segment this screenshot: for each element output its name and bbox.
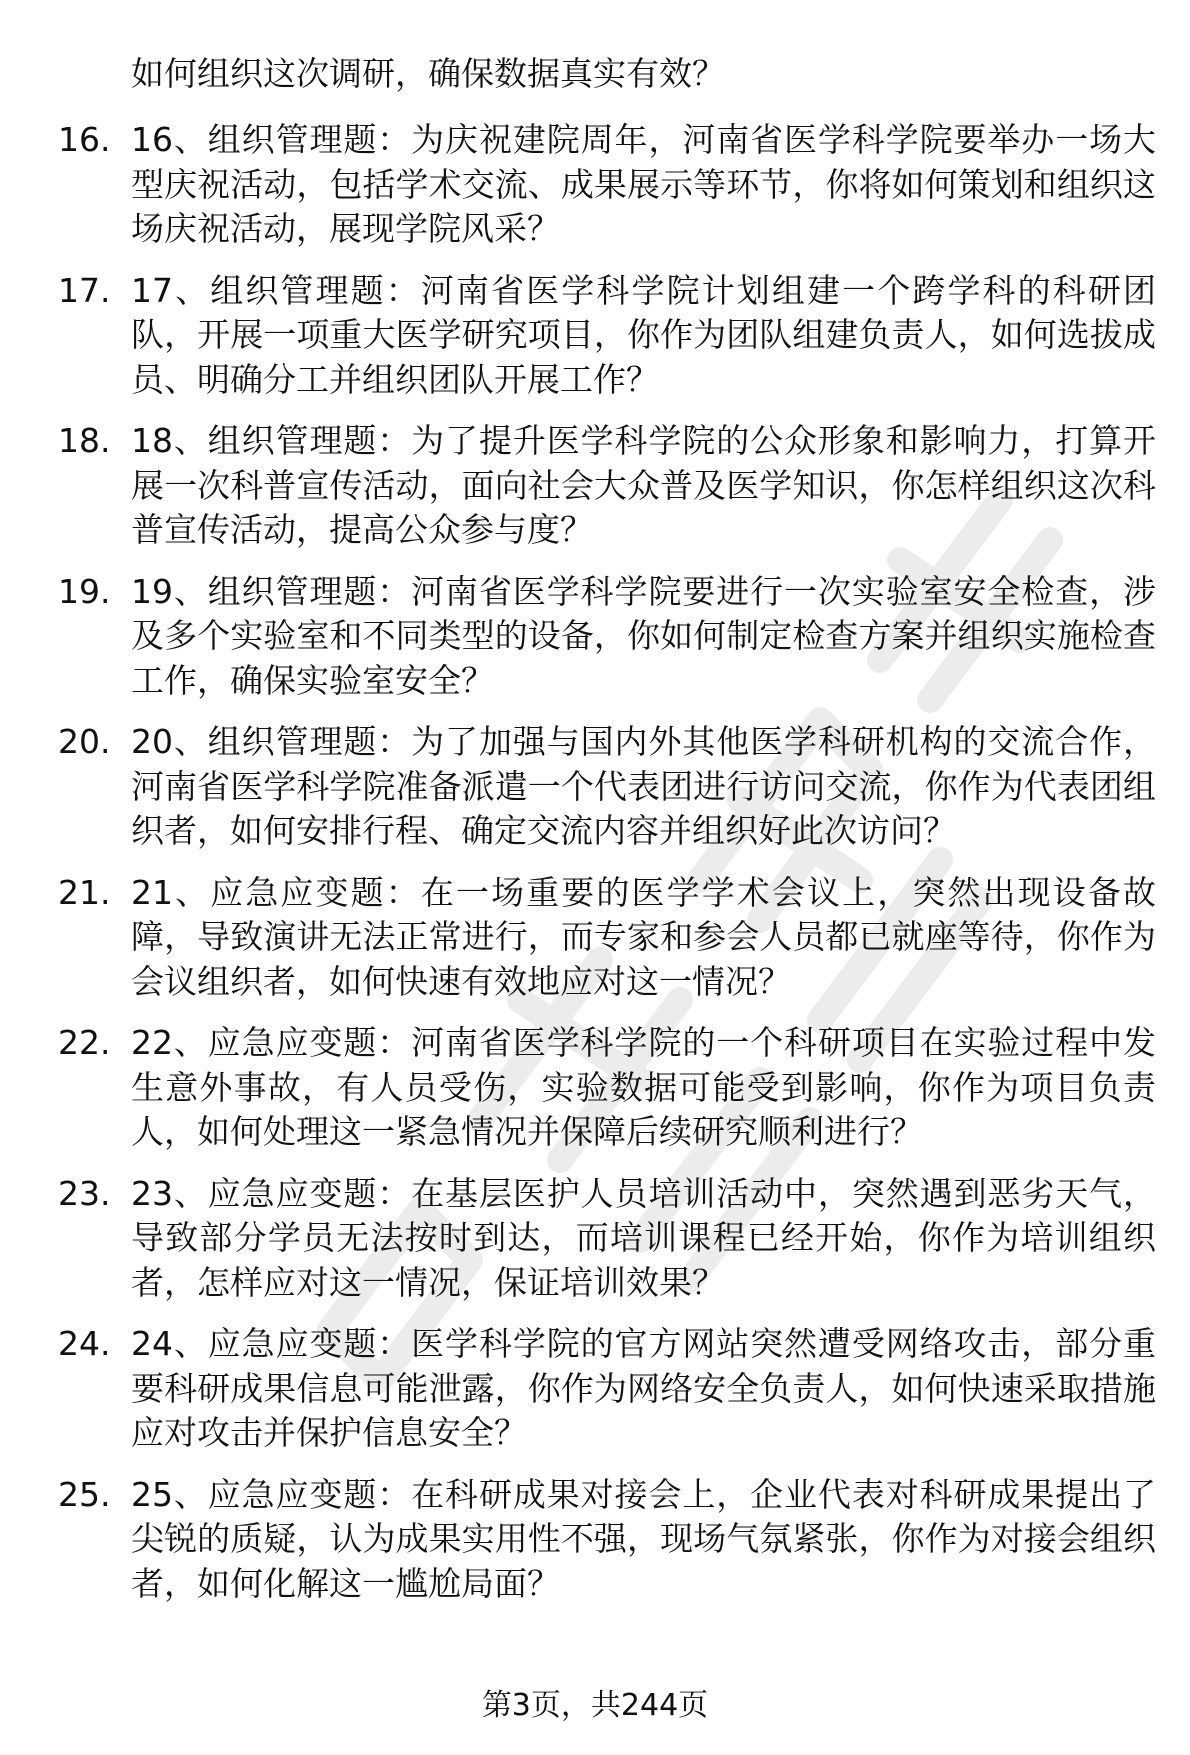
question-text: 19、组织管理题：河南省医学科学院要进行一次实验室安全检查，涉及多个实验室和不同类型的设备，你如何制定检查方案并组织实施检查工作，确保实验室安全？ bbox=[131, 571, 1156, 700]
question-text: 25、应急应变题：在科研成果对接会上，企业代表对科研成果提出了尖锐的质疑，认为成果实用性不强，现场气氛紧张，你作为对接会组织者，如何化解这一尴尬局面？ bbox=[131, 1474, 1156, 1603]
question-number: 22. bbox=[58, 1023, 111, 1062]
question-text: 18、组织管理题：为了提升医学科学院的公众形象和影响力，打算开展一次科普宣传活动，面向社会大众普及医学知识，你怎样组织这次科普宣传活动，提高公众参与度？ bbox=[131, 421, 1156, 549]
list-item bbox=[0, 118, 1190, 252]
list-item bbox=[0, 720, 1190, 854]
list-item bbox=[0, 871, 1190, 1005]
question-text: 20、组织管理题：为了加强与国内外其他医学科研机构的交流合作，河南省医学科学院准备派遣一个代表团进行访问交流，你作为代表团组织者，如何安排行程、确定交流内容并组织好此次访问？ bbox=[131, 722, 1156, 850]
question-text: 23、应急应变题：在基层医护人员培训活动中，突然遇到恶劣天气，导致部分学员无法按时到达，而培训课程已经开始，你作为培训组织者，怎样应对这一情况，保证培训效果？ bbox=[131, 1173, 1156, 1302]
question-number: 17. bbox=[58, 270, 111, 310]
question-text: 16、组织管理题：为庆祝建院周年，河南省医学科学院要举办一场大型庆祝活动，包括学术交流、成果展示等环节，你将如何策划和组织这场庆祝活动，展现学院风采？ bbox=[131, 120, 1156, 248]
list-item bbox=[0, 1021, 1190, 1155]
question-number: 25. bbox=[58, 1474, 111, 1514]
question-number: 18. bbox=[58, 421, 111, 460]
question-number: 20. bbox=[58, 722, 111, 761]
list-item bbox=[0, 570, 1190, 704]
question-text: 21、应急应变题：在一场重要的医学学术会议上，突然出现设备故障，导致演讲无法正常进行，而专家和参会人员都已就座等待，你作为会议组织者，如何快速有效地应对这一情况？ bbox=[131, 872, 1156, 1001]
list-item bbox=[0, 1322, 1190, 1456]
question-number: 23. bbox=[58, 1173, 111, 1213]
continuation-text: 如何组织这次调研，确保数据真实有效？ bbox=[131, 54, 725, 93]
question-number: 16. bbox=[58, 120, 111, 159]
list-item bbox=[0, 419, 1190, 553]
question-list bbox=[0, 118, 1190, 1623]
question-text: 24、应急应变题：医学科学院的官方网站突然遭受网络攻击，部分重要科研成果信息可能泄露，你作为网络安全负责人，如何快速采取措施应对攻击并保护信息安全？ bbox=[131, 1324, 1156, 1452]
list-item bbox=[0, 269, 1190, 403]
question-text: 22、应急应变题：河南省医学科学院的一个科研项目在实验过程中发生意外事故，有人员受伤，实验数据可能受到影响，你作为项目负责人，如何处理这一紧急情况并保障后续研究顺利进行？ bbox=[131, 1023, 1156, 1151]
question-number: 19. bbox=[58, 571, 111, 611]
question-number: 21. bbox=[58, 872, 111, 912]
page-footer: 第3页，共244页 bbox=[481, 1688, 709, 1723]
question-text: 17、组织管理题：河南省医学科学院计划组建一个跨学科的科研团队，开展一项重大医学研究项目，你作为团队组建负责人，如何选拔成员、明确分工并组织团队开展工作？ bbox=[131, 270, 1156, 399]
question-number: 24. bbox=[58, 1324, 111, 1363]
list-item bbox=[0, 1172, 1190, 1306]
list-item bbox=[0, 1473, 1190, 1607]
